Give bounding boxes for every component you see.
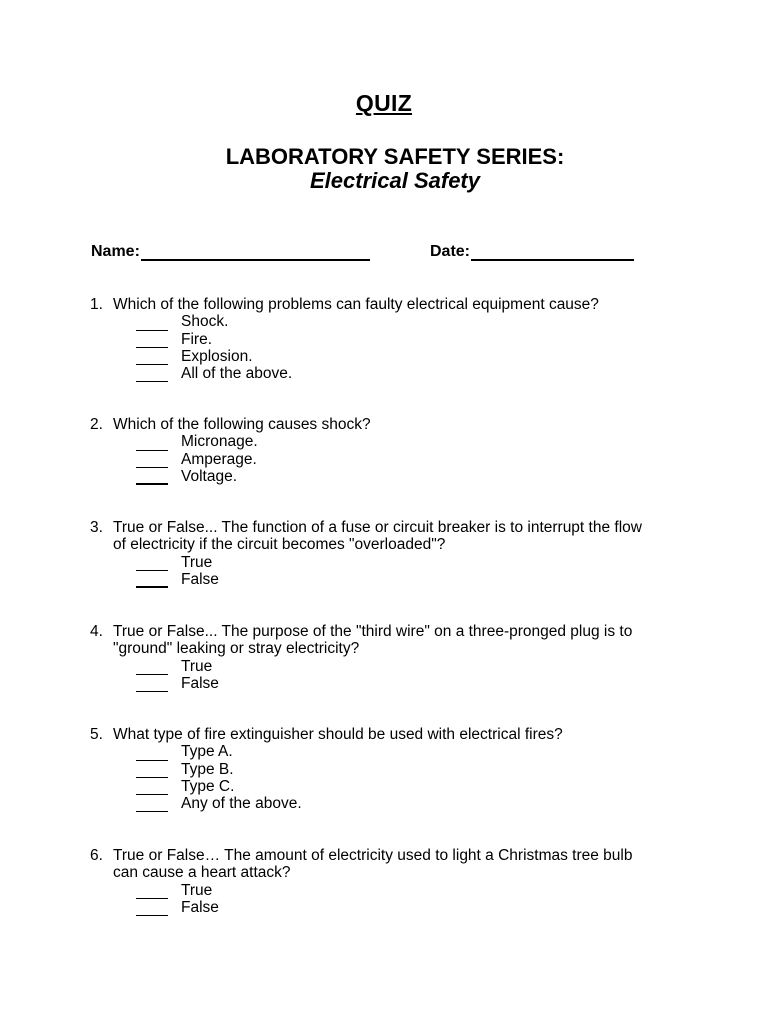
answer-blank[interactable] (136, 884, 168, 899)
name-blank[interactable] (141, 243, 370, 261)
question-text-continued: "ground" leaking or stray electricity? (113, 640, 360, 658)
answer-option (90, 554, 642, 571)
option-label: True (181, 657, 213, 675)
answer-option (90, 331, 599, 348)
answer-option (90, 313, 599, 330)
option-label: All of the above. (181, 365, 293, 383)
answer-blank[interactable] (136, 660, 168, 675)
question-1 (90, 296, 599, 382)
question-number: 5. (90, 726, 103, 743)
answer-blank[interactable] (136, 333, 168, 348)
option-label: Explosion. (181, 347, 253, 365)
answer-blank[interactable] (136, 350, 168, 365)
question-text: True or False... The function of a fuse or circuit breaker is to interrupt the flow (113, 519, 642, 536)
answer-blank[interactable] (136, 316, 168, 331)
option-label: Type A. (181, 743, 233, 761)
option-label: Type B. (181, 760, 234, 778)
question-number: 3. (90, 519, 103, 536)
series-title: LABORATORY SAFETY SERIES: (225, 144, 565, 169)
answer-option (90, 658, 632, 675)
answer-option (90, 571, 642, 588)
date-blank[interactable] (471, 243, 634, 261)
answer-blank[interactable] (136, 677, 168, 692)
option-label: False (181, 898, 219, 916)
option-label: True (181, 881, 213, 899)
question-text: True or False… The amount of electricity used to light a Christmas tree bulb (113, 847, 633, 864)
option-label: False (181, 674, 219, 692)
answer-blank[interactable] (136, 453, 168, 468)
answer-blank[interactable] (136, 367, 168, 382)
answer-option (90, 365, 599, 382)
answer-blank[interactable] (136, 901, 168, 916)
question-number: 6. (90, 847, 103, 864)
answer-option (90, 675, 632, 692)
answer-option (90, 899, 632, 916)
quiz-title: QUIZ (355, 90, 413, 116)
answer-blank[interactable] (136, 746, 168, 761)
answer-option (90, 761, 563, 778)
question-number: 4. (90, 623, 103, 640)
name-field (91, 243, 370, 261)
question-2 (90, 416, 371, 485)
answer-blank[interactable] (136, 436, 168, 451)
question-6 (90, 847, 632, 916)
option-label: Micronage. (181, 433, 258, 451)
date-label: Date: (430, 243, 471, 260)
answer-option (90, 743, 563, 760)
question-5 (90, 726, 563, 812)
option-label: True (181, 553, 213, 571)
question-number: 2. (90, 416, 103, 433)
option-label: Fire. (181, 330, 212, 348)
answer-option (90, 795, 563, 812)
answer-blank[interactable] (136, 780, 168, 795)
answer-option (90, 348, 599, 365)
answer-option (90, 882, 632, 899)
answer-option (90, 778, 563, 795)
answer-blank[interactable] (136, 763, 168, 778)
series-subtitle: Electrical Safety (310, 168, 480, 193)
date-field (430, 243, 634, 261)
option-label: Shock. (181, 313, 229, 331)
question-text: True or False... The purpose of the "third wire" on a three-pronged plug is to (113, 623, 633, 640)
option-label: Type C. (181, 777, 235, 795)
option-label: Amperage. (181, 450, 257, 468)
answer-blank[interactable] (136, 469, 168, 485)
answer-option (90, 451, 371, 468)
question-4 (90, 623, 632, 692)
answer-blank[interactable] (136, 797, 168, 812)
question-text-continued: of electricity if the circuit becomes "overloaded"? (113, 536, 446, 554)
answer-option (90, 468, 371, 485)
answer-option (90, 433, 371, 450)
question-text: Which of the following problems can faulty electrical equipment cause? (113, 296, 599, 313)
name-label: Name: (91, 243, 140, 260)
question-3 (90, 519, 642, 588)
question-text: Which of the following causes shock? (113, 416, 371, 433)
question-text: What type of fire extinguisher should be used with electrical fires? (113, 726, 563, 743)
question-number: 1. (90, 296, 103, 313)
option-label: Voltage. (181, 467, 238, 485)
question-text-continued: can cause a heart attack? (113, 864, 291, 882)
answer-blank[interactable] (136, 556, 168, 571)
answer-blank[interactable] (136, 572, 168, 588)
option-label: Any of the above. (181, 795, 302, 813)
option-label: False (181, 570, 219, 588)
